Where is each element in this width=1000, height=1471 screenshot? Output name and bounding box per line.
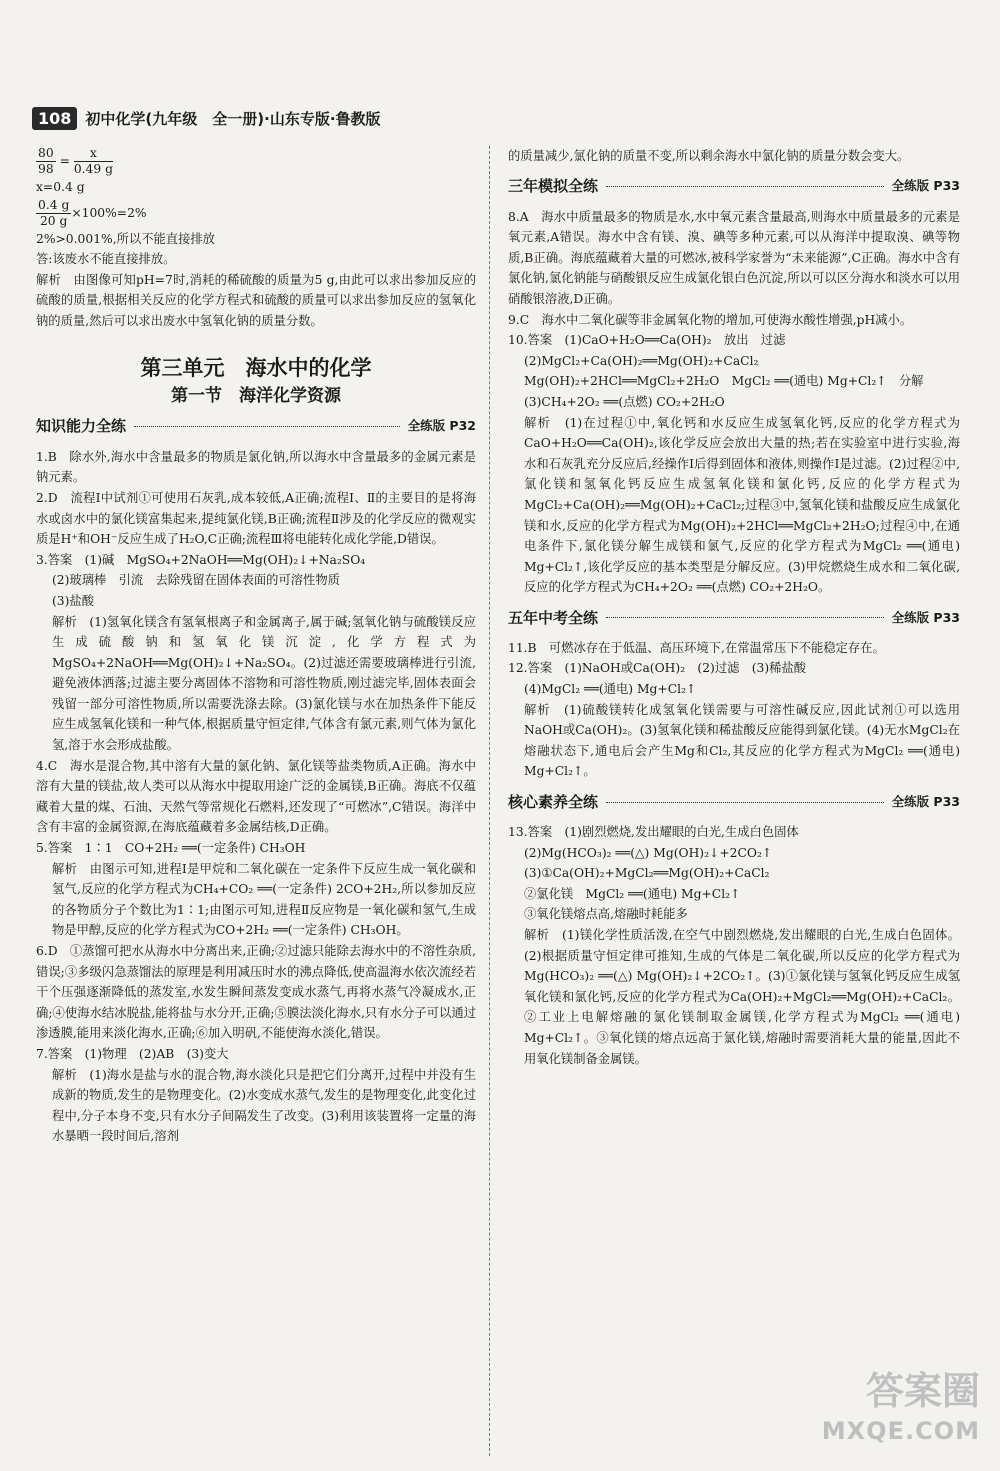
section-header <box>508 788 960 816</box>
answer-item: 9.C 海水中二氧化碳等非金属氧化物的增加,可使海水酸性增强,pH减小。 <box>508 312 913 327</box>
answer-item: 3.答案 (1)碱 MgSO₄+2NaOH══Mg(OH)₂↓+Na₂SO₄ <box>36 552 366 567</box>
section-title: 核心素养全练 <box>508 792 599 811</box>
answer-item: 4.C 海水是混合物,其中溶有大量的氯化钠、氯化镁等盐类物质,A正确。海水中溶有大量的镁盐,故人类可以从海水中提取用途广泛的金属镁,B正确。海底不仅蕴藏着大量的煤、石油、天然气等常规化石燃料,还发现了“可燃冰”,C错误。海洋中含有丰富的金属资源,在海底蕴藏着多金属结核,D正确。 <box>36 758 476 835</box>
answer-item: ②氯化镁 MgCl₂ ══(通电) Mg+Cl₂↑ <box>524 886 741 901</box>
answer-item: 13.答案 (1)剧烈燃烧,发出耀眼的白光,生成白色固体 <box>508 825 799 840</box>
calc-ratio: $\frac{80}{98}$ = $\frac{x}{0.49 g}$ <box>38 146 113 176</box>
answer-item: (3)①Ca(OH)₂+MgCl₂══Mg(OH)₂+CaCl₂ <box>524 866 770 881</box>
continued-text: 的质量减少,氯化钠的质量不变,所以剩余海水中氯化钠的质量分数会变大。 <box>508 149 910 163</box>
section-ref: 全练版 P33 <box>891 178 960 194</box>
section-title: 三年模拟全练 <box>508 177 599 196</box>
page-header <box>32 104 381 132</box>
answer-item: 8.A 海水中质量最多的物质是水,水中氧元素含量最高,则海水中质量最多的元素是氧元素,A错误。海水中含有镁、溴、碘等多种元素,可以从海洋中提取溴、碘等物质,B正确。海底蕴藏着大量的可燃冰,被科学家誉为“未来能源”,C正确。海水中含有氯化钠,氯化钠能与硝酸银反应生成氯化银白色沉淀,所以可以区分海水和淡水可以用硝酸银溶液,D正确。 <box>508 209 960 306</box>
left-column <box>36 146 476 1147</box>
answer-item: 5.答案 1∶1 CO+2H₂ ══(一定条件) CH₃OH <box>36 841 306 856</box>
answer-item: (3)盐酸 <box>52 593 95 608</box>
answer-item: 11.B 可燃冰存在于低温、高压环境下,在常温常压下不能稳定存在。 <box>508 640 885 655</box>
answer-item: ③氧化镁熔点高,熔融时耗能多 <box>524 907 688 922</box>
section-ref: 全练版 P33 <box>891 609 960 625</box>
watermark-logo: 答案圈 MXQE.COM <box>821 1369 980 1445</box>
answer-item: 10.答案 (1)CaO+H₂O══Ca(OH)₂ 放出 过滤 <box>508 333 786 348</box>
section-title: 五年中考全练 <box>508 608 599 627</box>
section-rule <box>134 426 400 427</box>
answer-item: (4)MgCl₂ ══(通电) Mg+Cl₂↑ <box>524 682 697 697</box>
section-header <box>508 604 960 632</box>
answer-item: 7.答案 (1)物理 (2)AB (3)变大 <box>36 1046 229 1061</box>
answer-item: 2.D 流程Ⅰ中试剂①可使用石灰乳,成本较低,A正确;流程Ⅰ、Ⅱ的主要目的是将海水或卤水中的氯化镁富集起来,提纯氯化镁,B正确;流程Ⅱ涉及的化学反应的微观实质是H⁺和OH⁻反应生成了H₂O,C正确;流程Ⅲ将电能转化成化学能,D错误。 <box>36 490 476 547</box>
section-ref: 全练版 P32 <box>407 418 476 434</box>
answer-item: 解析 (1)在过程①中,氧化钙和水反应生成氢氧化钙,反应的化学方程式为CaO+H₂O══Ca(OH)₂,该化学反应会放出大量的热;若在实验室中进行实验,海水和石灰乳充分反应后,经操作Ⅰ后得到固体和液体,则操作Ⅰ是过滤。(2)过程②中,氯化镁和氢氧化钙反应生成氢氧化镁和氯化钙,反应的化学方程式为MgCl₂+Ca(OH)₂══Mg(OH)₂+CaCl₂;过程③中,氢氧化镁和盐酸反应生成氯化镁和水,反应的化学方程式为Mg(OH)₂+2HCl══MgCl₂+2H₂O;过程④中,在通电条件下,氯化镁分解生成镁和氯气,反应的化学方程式为MgCl₂ ══(通电) Mg+Cl₂↑,该化学反应的基本类型是分解反应。(3)甲烷燃烧生成水和二氧化碳,反应的化学方程式为CH₄+2O₂ ══(点燃) CO₂+2H₂O。 <box>524 415 960 595</box>
section-rule <box>606 186 884 187</box>
section-header <box>36 413 476 441</box>
answer-item: 12.答案 (1)NaOH或Ca(OH)₂ (2)过滤 (3)稀盐酸 <box>508 661 807 676</box>
answer-item: (3)CH₄+2O₂ ══(点燃) CO₂+2H₂O <box>524 394 725 409</box>
right-column <box>508 146 960 1069</box>
calc-percent: $\frac{0.4 g}{20 g}$ ×100%=2% <box>38 197 147 228</box>
answer-item: 解析 (1)镁化学性质活泼,在空气中剧烈燃烧,发出耀眼的白光,生成白色固体。(2)根据质量守恒定律可推知,生成的气体是二氧化碳,所以反应的化学方程式为Mg(HCO₃)₂ ══(△) Mg(OH)₂↓+2CO₂↑。(3)①氯化镁与氢氧化钙反应生成氢氧化镁和氯化钙,反应的化学方程式为Ca(OH)₂+MgCl₂══Mg(OH)₂+CaCl₂。②工业上电解熔融的氯化镁制取金属镁,化学方程式为MgCl₂ ══(通电) Mg+Cl₂↑。③氧化镁的熔点远高于氯化镁,熔融时需要消耗大量的能量,因此不用氧化镁制备金属镁。 <box>524 928 960 1066</box>
section-title: 知识能力全练 <box>36 417 127 436</box>
answer-item: (2)玻璃棒 引流 去除残留在固体表面的可溶性物质 <box>52 573 340 588</box>
answer-item: 1.B 除水外,海水中含量最多的物质是氯化钠,所以海水中含量最多的金属元素是钠元素。 <box>36 449 476 485</box>
unit-title: 第三单元 海水中的化学 <box>140 355 372 380</box>
answer-item: (2)Mg(HCO₃)₂ ══(△) Mg(OH)₂↓+2CO₂↑ <box>524 845 773 860</box>
answer-item: 解析 (1)氢氧化镁含有氢氧根离子和金属离子,属于碱;氢氧化钠与硫酸镁反应生成硫酸钠和氢氧化镁沉淀,化学方程式为MgSO₄+2NaOH══Mg(OH)₂↓+Na₂SO₄。(2)过滤还需要玻璃棒进行引流,避免液体洒落;过滤主要分离固体不溶物和可溶性物质,刚过滤完毕,固体表面会残留一部分可溶性物质,所以需要洗涤去除。(3)氯化镁与水在加热条件下能反应生成氢氧化镁和一种气体,根据质量守恒定律,气体含有氯元素,则气体为氯化氢,溶于水会形成盐酸。 <box>52 614 476 753</box>
calc-answer: 答:该废水不能直接排放。 <box>36 252 176 267</box>
section-header <box>508 173 960 201</box>
section-ref: 全练版 P33 <box>891 793 960 809</box>
fraction: $\frac{80}{98}$ <box>38 146 54 176</box>
fraction: $\frac{x}{0.49 g}$ <box>73 146 113 176</box>
answer-item: (2)MgCl₂+Ca(OH)₂══Mg(OH)₂+CaCl₂ Mg(OH)₂+2HCl══MgCl₂+2H₂O MgCl₂ ══(通电) Mg+Cl₂↑ 分解 <box>524 353 924 389</box>
column-divider <box>489 146 490 1456</box>
book-title: 初中化学(九年级 全一册)·山东专版·鲁教版 <box>85 109 381 128</box>
section-rule <box>606 802 884 803</box>
analysis-paragraph: 解析 由图像可知pH=7时,消耗的稀硫酸的质量为5 g,由此可以求出参加反应的硫酸的质量,根据相关反应的化学方程式和硫酸的质量可以求出参加反应的氢氧化钠的质量,然后可以求出废水中氢氧化钠的质量分数。 <box>36 272 476 328</box>
answer-item: 解析 (1)硫酸镁转化成氢氧化镁需要与可溶性碱反应,因此试剂①可以选用NaOH或Ca(OH)₂。(3)氢氧化镁和稀盐酸反应能得到氯化镁。(4)无水MgCl₂在熔融状态下,通电后会产生Mg和Cl₂,其反应的化学方程式为MgCl₂ ══(通电) Mg+Cl₂↑。 <box>524 702 960 779</box>
section-rule <box>606 617 884 618</box>
lesson-title: 第一节 海洋化学资源 <box>171 386 341 407</box>
calc-x: x=0.4 g <box>36 180 85 194</box>
calc-compare: 2%>0.001%,所以不能直接排放 <box>36 231 215 246</box>
answer-item: 解析 由图示可知,进程Ⅰ是甲烷和二氧化碳在一定条件下反应生成一氧化碳和氢气,反应的化学方程式为CH₄+CO₂ ══(一定条件) 2CO+2H₂,所以参加反应的各物质分子个数比为1∶1;由图示可知,进程Ⅱ反应物是一氧化碳和氢气,生成物是甲醇,反应的化学方程式为CO+2H₂ ══(一定条件) CH₃OH。 <box>52 861 476 938</box>
fraction: $\frac{0.4 g}{20 g}$ <box>38 197 70 228</box>
page-number: 108 <box>32 107 77 130</box>
answer-item: 6.D ①蒸馏可把水从海水中分离出来,正确;②过滤只能除去海水中的不溶性杂质,错误;③多级闪急蒸馏法的原理是利用减压时水的沸点降低,使高温海水依次流经若干个压强逐渐降低的蒸发室,水发生瞬间蒸发变成水蒸气,再将水蒸气冷凝成水,正确;④使海水结冰脱盐,能将盐与水分开,正确;⑤膜法淡化海水,只有水分子可以通过渗透膜,能用来淡化海水,正确;⑥加入明矾,不能使海水淡化,错误。 <box>36 944 476 1041</box>
answer-item: 解析 (1)海水是盐与水的混合物,海水淡化只是把它们分离开,过程中并没有生成新的物质,发生的是物理变化。(2)水变成水蒸气,发生的是物理变化,此变化过程中,分子本身不变,只有水分子间隔发生了改变。(3)利用该装置将一定量的海水暴晒一段时间后,溶剂 <box>52 1067 476 1144</box>
